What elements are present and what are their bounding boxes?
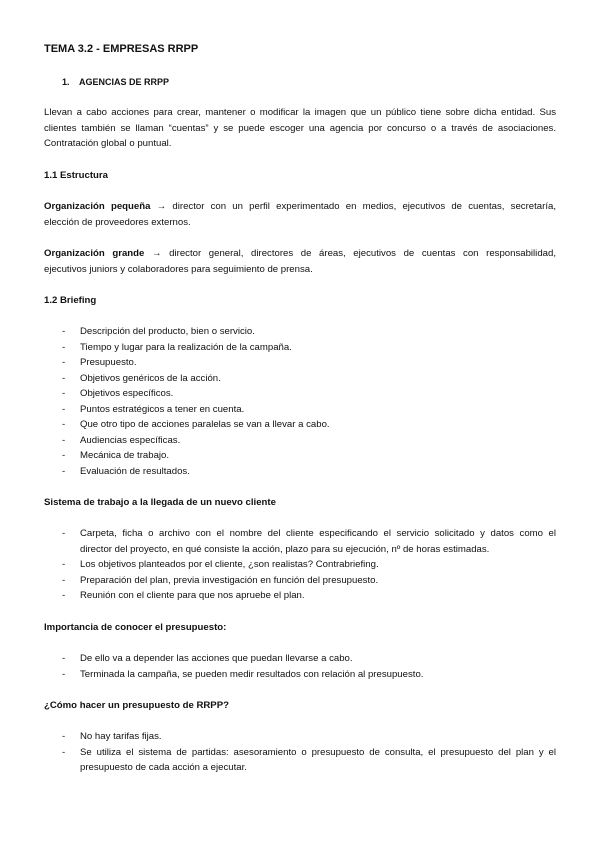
list-item: - Audiencias específicas. bbox=[62, 433, 556, 449]
sistema-list bbox=[62, 526, 556, 604]
intro-line: clientes también se llaman “cuentas” y se puede escoger una agencia por concurso o a través de asociaciones. bbox=[44, 122, 556, 134]
list-item: - No hay tarifas fijas. bbox=[62, 729, 556, 745]
list-item-line: director del proyecto, en qué consiste la acción, plazo para su ejecución, nº de horas estimadas. bbox=[80, 543, 490, 555]
subheading-briefing: 1.2 Briefing bbox=[44, 295, 97, 306]
subheading-estructura: 1.1 Estructura bbox=[44, 170, 108, 181]
list-item-line: presupuesto de cada acción a ejecutar. bbox=[80, 762, 247, 773]
list-item: - Terminada la campaña, se pueden medir resultados con relación al presupuesto. bbox=[62, 667, 556, 683]
list-item bbox=[62, 745, 556, 776]
list-item: - Puntos estratégicos a tener en cuenta. bbox=[62, 402, 556, 418]
list-item: - Mecánica de trabajo. bbox=[62, 448, 556, 464]
list-item: - De ello va a depender las acciones que puedan llevarse a cabo. bbox=[62, 651, 556, 667]
subheading-como: ¿Cómo hacer un presupuesto de RRPP? bbox=[44, 700, 229, 711]
list-item: - Objetivos genéricos de la acción. bbox=[62, 371, 556, 387]
paragraph-organizacion-grande bbox=[44, 246, 556, 277]
list-item: - Evaluación de resultados. bbox=[62, 464, 556, 480]
list-item-line: - Se utiliza el sistema de partidas: asesoramiento o presupuesto de consulta, el presupuesto del plan y el bbox=[80, 746, 556, 758]
subheading-importancia: Importancia de conocer el presupuesto: bbox=[44, 622, 227, 633]
intro-line: Contratación global o puntual. bbox=[44, 138, 172, 149]
section-label: AGENCIAS DE RRPP bbox=[79, 77, 170, 87]
org-pequena-label: Organización pequeña bbox=[44, 201, 151, 212]
paragraph-organizacion-pequena bbox=[44, 199, 556, 230]
org-grande-text: → director general, directores de áreas, ejecutivos de cuentas con responsabilidad, bbox=[144, 248, 556, 259]
list-item: - Los objetivos planteados por el cliente, ¿son realistas? Contrabriefing. bbox=[62, 557, 556, 573]
org-pequena-text: → director con un perfil experimentado en medios, ejecutivos de cuentas, secretaría, bbox=[150, 201, 556, 212]
como-list bbox=[62, 729, 556, 776]
list-item: - Presupuesto. bbox=[62, 355, 556, 371]
list-item: - Reunión con el cliente para que nos apruebe el plan. bbox=[62, 588, 556, 604]
org-grande-label: Organización grande bbox=[44, 248, 145, 259]
org-pequena-text-2: elección de proveedores externos. bbox=[44, 216, 191, 228]
list-item bbox=[62, 526, 556, 557]
importancia-list bbox=[62, 651, 556, 682]
list-item: - Que otro tipo de acciones paralelas se van a llevar a cabo. bbox=[62, 417, 556, 433]
page-title: TEMA 3.2 - EMPRESAS RRPP bbox=[44, 43, 199, 55]
org-grande-text-2: ejecutivos juniors y colaboradores para seguimiento de prensa. bbox=[44, 263, 313, 275]
list-item: - Descripción del producto, bien o servicio. bbox=[62, 324, 556, 340]
intro-line: Llevan a cabo acciones para crear, mantener o modificar la imagen que un público tiene sobre dicha entidad. Sus bbox=[44, 107, 556, 118]
list-item: - Preparación del plan, previa investigación en función del presupuesto. bbox=[62, 573, 556, 589]
briefing-list bbox=[62, 324, 556, 479]
list-item: - Tiempo y lugar para la realización de la campaña. bbox=[62, 340, 556, 356]
subheading-sistema: Sistema de trabajo a la llegada de un nuevo cliente bbox=[44, 497, 276, 508]
section-heading-agencias bbox=[62, 75, 169, 91]
intro-paragraph bbox=[44, 105, 556, 152]
section-number: 1. bbox=[62, 77, 70, 87]
list-item: - Objetivos específicos. bbox=[62, 386, 556, 402]
list-item-line: - Carpeta, ficha o archivo con el nombre del cliente especificando el servicio solicitado y datos como el bbox=[80, 528, 556, 539]
